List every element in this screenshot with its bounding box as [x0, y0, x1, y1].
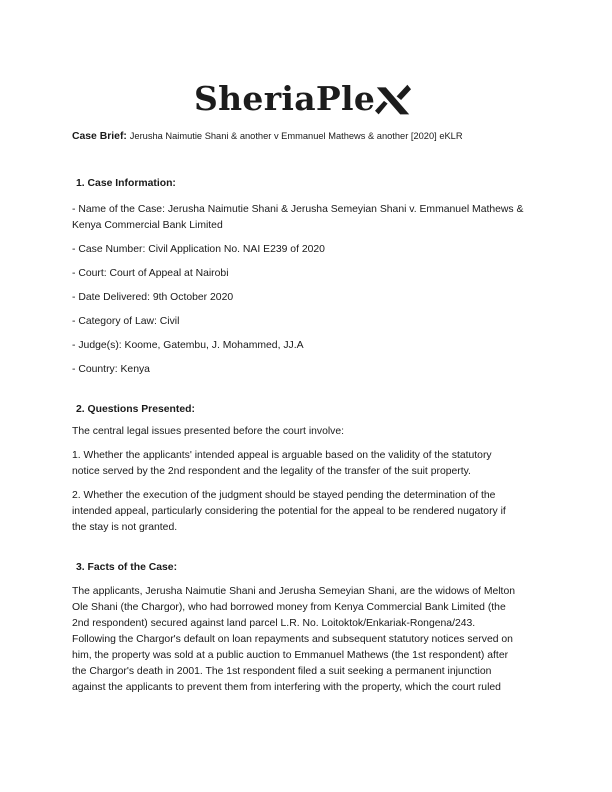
- facts-line-6: the Chargor's death in 2001. The 1st respondent filed a suit seeking a permanent injunction: [72, 666, 492, 677]
- facts-line-3: 2nd respondent) secured against land parcel L.R. No. Loitoktok/Enkariak-Rongena/243.: [72, 618, 476, 629]
- case-name-line-1: - Name of the Case: Jerusha Naimutie Shani & Jerusha Semeyian Shani v. Emmanuel Mathews &: [72, 204, 524, 215]
- case-information-heading: 1. Case Information:: [76, 178, 176, 189]
- question-2-line-3: the stay is not granted.: [72, 522, 178, 533]
- question-2-line-2: intended appeal, particularly considering the potential for the appeal to be rendered nugatory if: [72, 506, 506, 517]
- facts-line-2: Ole Shani (the Chargor), who had borrowed money from Kenya Commercial Bank Limited (the: [72, 602, 506, 613]
- country: - Country: Kenya: [72, 364, 150, 375]
- case-number: - Case Number: Civil Application No. NAI E239 of 2020: [72, 244, 325, 255]
- facts-line-5: him, the property was sold at a public auction to Emmanuel Mathews (the 1st respondent) after: [72, 650, 509, 661]
- sheriaplex-logo: [194, 76, 411, 120]
- facts-line-7: against the applicants to prevent them from interfering with the property, which the court ruled: [72, 682, 501, 693]
- case-name-line-2: Kenya Commercial Bank Limited: [72, 220, 223, 231]
- court: - Court: Court of Appeal at Nairobi: [72, 268, 229, 279]
- document-body: [72, 128, 542, 696]
- facts-of-the-case-heading: 3. Facts of the Case:: [76, 562, 178, 573]
- facts-line-4: Following the Chargor's default on loan repayments and subsequent statutory notices served on: [72, 634, 513, 645]
- judges: - Judge(s): Koome, Gatembu, J. Mohammed, JJ.A: [72, 340, 304, 351]
- date-delivered: - Date Delivered: 9th October 2020: [72, 292, 234, 303]
- questions-presented-heading: 2. Questions Presented:: [76, 404, 195, 415]
- questions-intro: The central legal issues presented before the court involve:: [72, 426, 345, 437]
- question-1-line-1: 1. Whether the applicants' intended appeal is arguable based on the validity of the statutory: [72, 450, 492, 461]
- case-brief-label: Case Brief:: [72, 131, 127, 142]
- question-2-line-1: 2. Whether the execution of the judgment should be stayed pending the determination of the: [72, 490, 496, 501]
- case-brief-line: [72, 128, 542, 145]
- facts-line-1: The applicants, Jerusha Naimutie Shani and Jerusha Semeyian Shani, are the widows of Melton: [72, 586, 516, 597]
- logo-wordmark: SheriaPle: [194, 78, 376, 118]
- question-1-line-2: notice served by the 2nd respondent and the legality of the transfer of the suit property.: [72, 466, 471, 477]
- category-of-law: - Category of Law: Civil: [72, 316, 180, 327]
- logo-x-mark-icon: [375, 82, 411, 118]
- case-brief-title: Jerusha Naimutie Shani & another v Emmanuel Mathews & another [2020] eKLR: [129, 131, 463, 141]
